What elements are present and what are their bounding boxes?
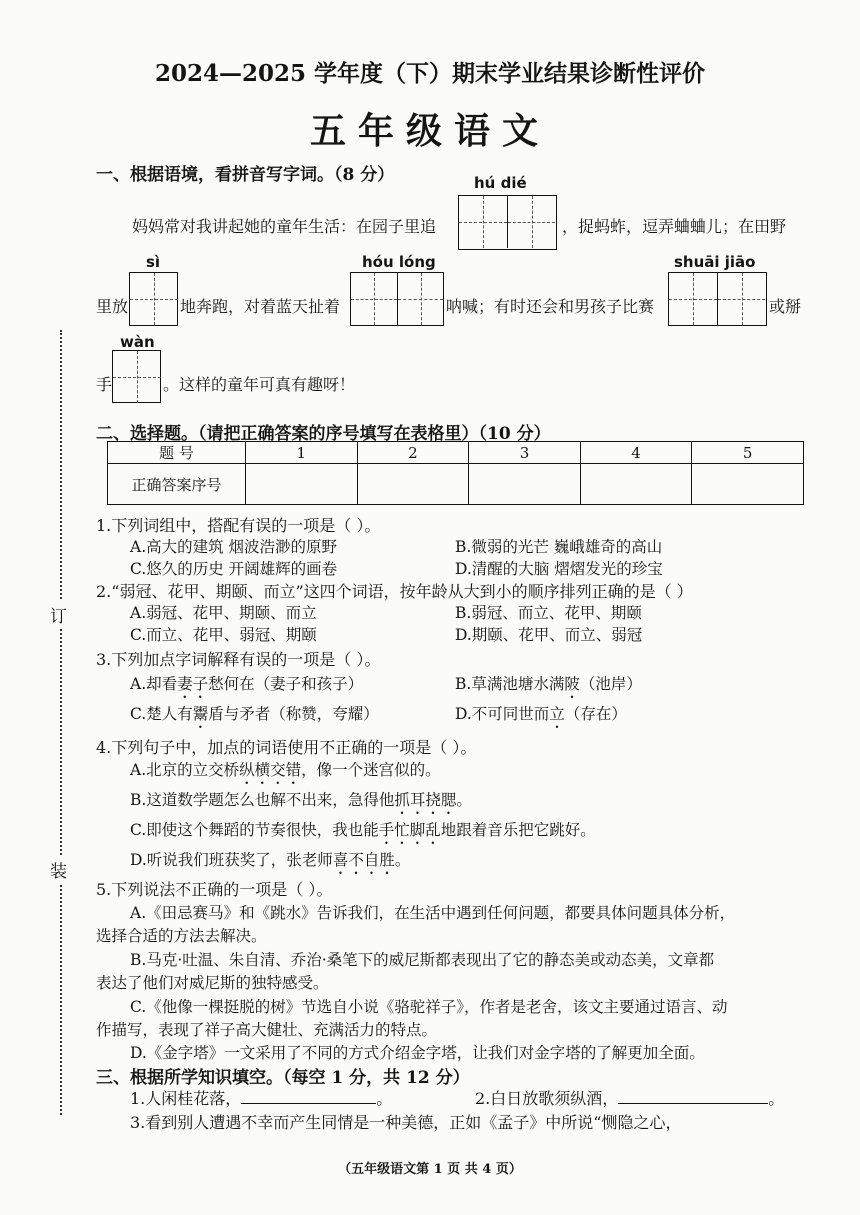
pinyin-si: sì — [146, 253, 161, 271]
s1-line1-a: 妈妈常对我讲起她的童年生活：在园子里追 — [132, 217, 437, 236]
q3-option-b: B.草满池塘水满陂（池岸） — [455, 675, 642, 693]
binding-char-zhuang: 装 — [50, 855, 67, 884]
table-col-2: 2 — [357, 442, 469, 464]
q5-option-b-line1: B.马克·吐温、朱自清、乔治·桑笔下的威尼斯都表现出了它的静态美或动态美，文章都 — [130, 951, 715, 969]
q5-option-a-line1: A.《田忌赛马》和《跳水》告诉我们，在生活中遇到任何问题，都要具体问题具体分析， — [130, 904, 736, 922]
s1-line1-b: ，捉蚂蚱，逗弄蛐蛐儿；在田野 — [562, 217, 787, 236]
q3-option-c: C.楚人有鬻盾与矛者（称赞，夸耀） — [130, 705, 379, 723]
q5-stem: 5.下列说法不正确的一项是（ ）。 — [96, 880, 333, 899]
answer-box-shuaijiao[interactable] — [668, 272, 767, 326]
fill-blank-2[interactable] — [618, 1089, 768, 1104]
answer-cell-3[interactable] — [469, 464, 581, 505]
q4-option-d: D.听说我们班获奖了，张老师喜不自胜。 — [130, 851, 411, 869]
answer-box-si[interactable] — [129, 272, 178, 326]
q3-option-d: D.不可同世而立（存在） — [455, 705, 627, 723]
page-footer: （五年级语文第 1 页 共 4 页） — [338, 1162, 522, 1177]
q5-option-a-line2: 选择合适的方法去解决。 — [96, 927, 267, 945]
exam-subtitle: 五年级语文 — [309, 110, 550, 152]
answer-cell-5[interactable] — [692, 464, 804, 505]
q5-option-d: D.《金字塔》一文采用了不同的方式介绍金字塔，让我们对金字塔的了解更加全面。 — [130, 1044, 705, 1062]
s1-line2-d: 或掰 — [769, 297, 802, 316]
s1-line3-b: 。这样的童年可真有趣呀！ — [163, 375, 356, 394]
s1-line2-a: 里放 — [96, 297, 129, 316]
q4-option-a: A.北京的立交桥纵横交错，像一个迷宫似的。 — [130, 761, 441, 779]
q4-stem: 4.下列句子中，加点的词语使用不正确的一项是（ ）。 — [96, 738, 477, 757]
s1-line2-c: 呐喊；有时还会和男孩子比赛 — [446, 297, 655, 316]
q2-option-b: B.弱冠、而立、花甲、期颐 — [455, 604, 642, 622]
q1-option-a: A.高大的建筑 烟波浩渺的原野 — [130, 538, 338, 556]
s1-line3-a: 手 — [96, 375, 113, 394]
s3-item3: 3.看到别人遭遇不幸而产生同情是一种美德，正如《孟子》中所说“恻隐之心， — [130, 1113, 682, 1132]
pinyin-houlong: hóu lóng — [362, 253, 436, 271]
section2-heading: 二、选择题。（请把正确答案的序号填写在表格里）（10 分） — [96, 424, 551, 444]
table-col-1: 1 — [246, 442, 358, 464]
q5-option-c-line1: C.《他像一棵挺脱的树》节选自小说《骆驼祥子》，作者是老舍，该文主要通过语言、动 — [130, 998, 728, 1016]
q5-option-c-line2: 作描写，表现了祥子高大健壮、充满活力的特点。 — [96, 1021, 438, 1039]
table-col-4: 4 — [580, 442, 692, 464]
table-col-5: 5 — [692, 442, 804, 464]
answer-cell-2[interactable] — [357, 464, 469, 505]
binding-line — [60, 330, 62, 1115]
q2-stem: 2.“弱冠、花甲、期颐、而立”这四个词语，按年龄从大到小的顺序排列正确的是（ ） — [96, 582, 693, 601]
table-label-answer: 正确答案序号 — [108, 464, 246, 505]
answer-box-wan[interactable] — [112, 350, 161, 403]
binding-char-ding: 订 — [50, 600, 67, 629]
s1-line2-b: 地奔跑，对着蓝天扯着 — [180, 297, 341, 316]
q3-stem: 3.下列加点字词解释有误的一项是（ ）。 — [96, 650, 381, 669]
s3-item1: 1.人闲桂花落， 。 — [130, 1089, 393, 1108]
q1-option-b: B.微弱的光芒 巍峨雄奇的高山 — [455, 538, 663, 556]
exam-title: 2024—2025 学年度（下）期末学业结果诊断性评价 — [154, 60, 706, 87]
q4-option-c: C.即使这个舞蹈的节奏很快，我也能手忙脚乱地跟着音乐把它跳好。 — [130, 821, 596, 839]
q4-option-b: B.这道数学题怎么也解不出来，急得他抓耳挠腮。 — [130, 791, 472, 809]
section1-heading: 一、根据语境，看拼音写字词。（8 分） — [96, 165, 395, 185]
table-label-number: 题 号 — [108, 442, 246, 464]
q2-option-c: C.而立、花甲、弱冠、期颐 — [130, 626, 317, 644]
q1-option-d: D.清醒的大脑 熠熠发光的珍宝 — [455, 560, 663, 578]
q1-stem: 1.下列词组中，搭配有误的一项是（ ）。 — [96, 516, 381, 535]
answer-box-houlong[interactable] — [350, 272, 444, 326]
answer-table — [107, 441, 804, 505]
q1-option-c: C.悠久的历史 开阔雄辉的画卷 — [130, 560, 338, 578]
section3-heading: 三、根据所学知识填空。（每空 1 分，共 12 分） — [96, 1068, 470, 1088]
answer-box-hudie[interactable] — [458, 195, 557, 250]
table-col-3: 3 — [469, 442, 581, 464]
q3-option-a: A.却看妻子愁何在（妻子和孩子） — [130, 675, 364, 693]
fill-blank-1[interactable] — [241, 1089, 376, 1104]
q2-option-a: A.弱冠、花甲、期颐、而立 — [130, 604, 317, 622]
s3-item2: 2.白日放歌须纵酒， 。 — [475, 1089, 785, 1108]
pinyin-shuaijiao: shuāi jiāo — [674, 253, 756, 271]
pinyin-wan: wàn — [120, 333, 155, 351]
answer-cell-4[interactable] — [580, 464, 692, 505]
q2-option-d: D.期颐、花甲、而立、弱冠 — [455, 626, 643, 644]
pinyin-hudie: hú dié — [474, 174, 527, 192]
answer-cell-1[interactable] — [246, 464, 358, 505]
q5-option-b-line2: 表达了他们对威尼斯的独特感受。 — [96, 974, 329, 992]
